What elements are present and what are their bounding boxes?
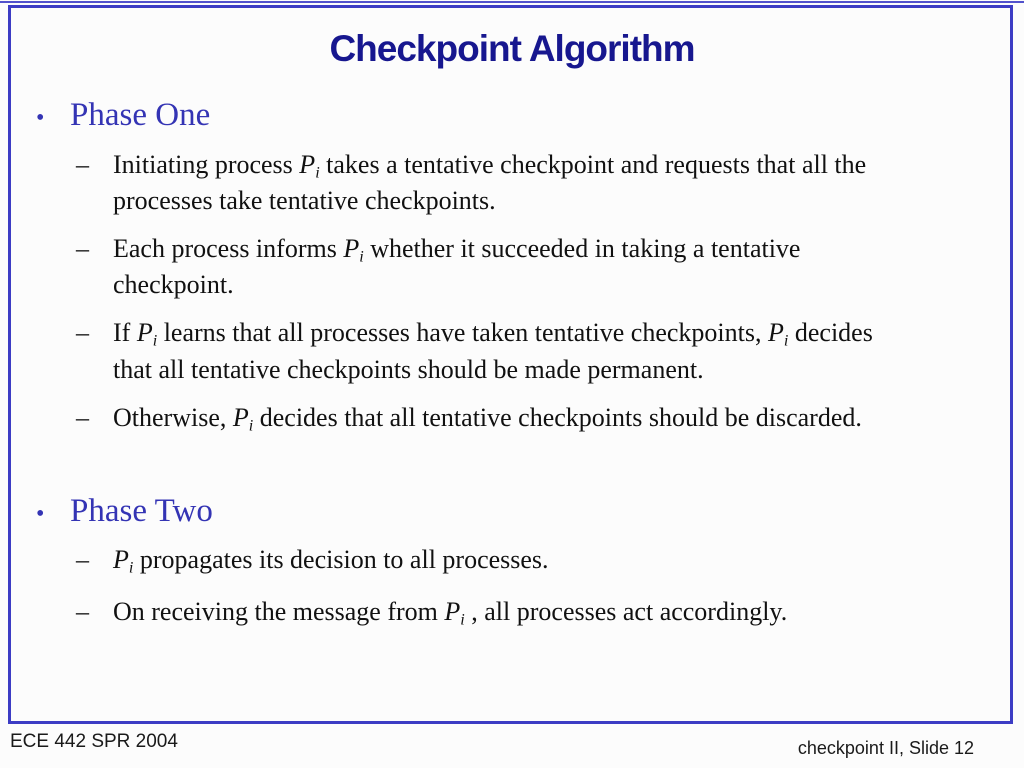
slide-body [0,96,1024,646]
text-run: i [128,559,134,577]
item-text [113,148,866,217]
item-text [113,232,800,301]
text-run: decides [788,318,873,348]
item-row [76,148,1024,217]
text-run: checkpoint. [113,270,234,300]
text-run: Otherwise, [113,402,233,432]
dash-icon: – [76,402,89,432]
phase-row [36,492,1024,532]
bullet-icon: • [36,105,45,131]
text-run: takes a tentative checkpoint and requests that all the [319,149,867,179]
text-run: Each process informs [113,233,344,263]
text-run: P [113,545,129,575]
text-run: i [359,248,364,266]
text-run: i [315,164,320,182]
text-run: P [767,318,784,348]
text-run: P [232,402,249,432]
text-run: Initiating process [113,149,300,179]
slide-title: Checkpoint Algorithm [329,28,695,69]
text-run: P [299,149,316,179]
text-run: P [136,318,153,348]
phase-heading: Phase One [70,97,211,133]
phase-row [36,96,1024,136]
item-text [113,401,862,437]
text-run: decides that all tentative checkpoints should be discarded. [253,402,862,432]
top-edge-line [0,1,1024,3]
text-run: that all tentative checkpoints should be made permanent. [113,354,704,384]
section-phase-one [0,96,1024,437]
text-run: whether it succeeded in taking a tentative [363,233,801,263]
text-run: , all processes act accordingly. [464,596,788,626]
dash-icon: – [76,596,89,626]
dash-icon: – [76,545,89,575]
item-row [76,401,1024,437]
text-run: P [444,596,461,626]
footer-course-label: ECE 442 SPR 2004 [10,731,178,752]
text-run: processes take tentative checkpoints. [113,185,496,215]
dash-icon: – [76,149,89,179]
text-run: i [460,611,465,629]
text-run: On receiving the message from [113,596,445,626]
item-text [113,543,549,579]
item-text [113,316,873,385]
section-phase-two [0,492,1024,631]
item-row [76,232,1024,301]
footer-slide-number: checkpoint II, Slide 12 [797,738,974,758]
text-run: If [113,318,137,348]
text-run: propagates its decision to all processes. [133,545,549,575]
text-run: learns that all processes have taken tentative checkpoints, [157,318,768,348]
item-text [113,595,787,631]
phase-heading: Phase Two [70,492,213,529]
text-run: P [343,233,360,263]
item-row [76,595,1024,631]
dash-icon: – [76,318,89,348]
item-row [76,543,1024,579]
bullet-icon: • [36,500,45,527]
text-run: i [152,332,158,350]
text-run: i [248,417,254,435]
item-row [76,316,1024,385]
dash-icon: – [76,233,89,263]
text-run: i [783,332,789,350]
